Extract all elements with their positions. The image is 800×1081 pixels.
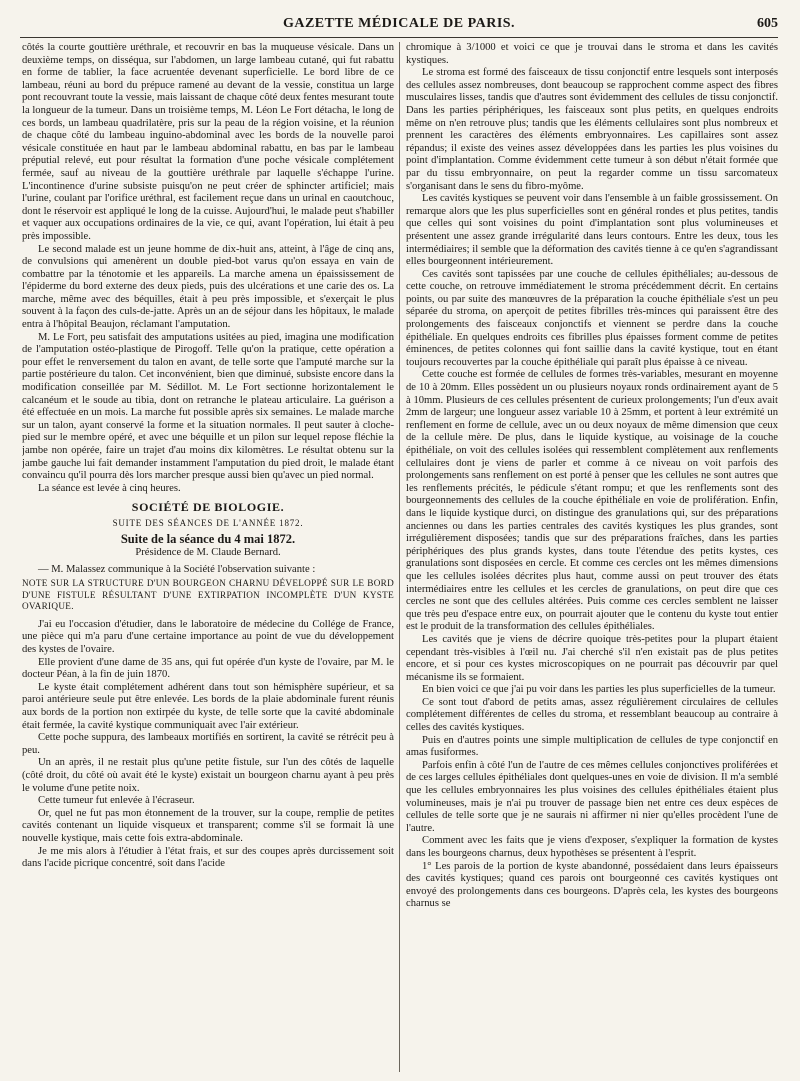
- left-column: [22, 42, 394, 1072]
- paragraph: Cette poche suppura, des lambeaux mortifiés en sortirent, la cavité se rétrécit peu à peu.: [22, 732, 394, 756]
- paragraph: Cette tumeur fut enlevée à l'écraseur.: [38, 795, 195, 807]
- paragraph: Je me mis alors à l'étudier à l'état frais, et sur des coupes après durcissement soit dans l'acide picrique concentré, soit dans l'acide: [22, 845, 394, 870]
- paragraph: Le stroma est formé des faisceaux de tissu conjonctif entre lesquels sont interposés des cellules assez nombreuses, dont beaucoup se rapprochent comme aspect des fibres musculaires lisses, tandis que d'autres sont évidemment des cellules de tissu conjonctif. Dans les parties périphériques, les faisceaux sont plus petits, en quelques endroits même on n'en retrouve plus; tandis que les éléments cellulaires sont plus nombreux et prennent les caractères des éléments embryonnaires. Les capillaires sont assez répandus; il existe des veines assez développées dans les parties les plus voisines du point d'implantation. Comme évidemment cette tumeur à son début n'était formée que par du tissu embryonnaire, on peut la regarder comme un tissu sarcomateux s'organisant dans le sens du fibro-myôme.: [406, 67, 778, 192]
- paragraph: Le kyste était complétement adhérent dans tout son hémisphère supérieur, et sa paroi antérieure seule put être enlevée. Les bords de la plaie abdominale furent réunis aux bords de la portion non extirpée du kyste, de telle sorte que la cavité abdominale était fermée, la cavité kystique communiquait avec l'air extérieur.: [22, 681, 394, 731]
- paragraph: 1° Les parois de la portion de kyste abandonné, possédaient dans leurs épaisseurs des cavités kystiques; quand ces parois ont bourgeonné ces cavités kystiques ont envoyé des prolongements dans ces bourgeons. D'après cela, les kystes des bourgeons charnus se: [406, 860, 778, 910]
- right-column: [406, 42, 778, 1072]
- paragraph: Ces cavités sont tapissées par une couche de cellules épithéliales; au-dessous de cette couche, on retrouve immédiatement le stroma précédemment décrit. En certains points, ou par suite des manœuvres de la préparation la couche épithéliale s'est un peu séparée du stroma, on aperçoit de petites fibrilles très-minces qui paraissent être des prolongements des faisceaux conjonctifs et viennent se perdre dans la couche épithéliale. En quelques endroits ces fibrilles plus épaisses forment comme de petites éminences, de petites colonnes qui font saillie dans la cavité kystique, tout en étant toujours recouvertes par la couche épithéliale qui paraît plus épaisse à ce niveau.: [406, 268, 778, 368]
- paragraph: chromique à 3/1000 et voici ce que je trouvai dans le stroma et dans les cavités kystiques.: [406, 42, 778, 66]
- paragraph: En bien voici ce que j'ai pu voir dans les parties les plus superficielles de la tumeur.: [422, 684, 776, 696]
- column-divider: [399, 42, 400, 1072]
- section-subtitle: SUITE DES SÉANCES DE L'ANNÉE 1872.: [112, 517, 304, 528]
- paragraph: Ce sont tout d'abord de petits amas, assez régulièrement circulaires de cellules complétement différentes de celles du stroma, et ressemblant beaucoup au contraire à celles des cavités kystiques.: [406, 696, 778, 734]
- paragraph: Le second malade est un jeune homme de dix-huit ans, atteint, à l'âge de cinq ans, de convulsions qui amenèrent un double pied-bot varus qu'on essaya en vain de combattre par la ténotomie et les appareils. La marche amena un épaississement de l'épiderme du bord externe des deux pieds, puis des ulcérations et une carie des os. La marche, même avec des béquilles, était à peu près impossible, et s'exerçait le plus souvent à la façon des culs-de-jatte. Après un an de séjour dans les hôpitaux, le malade entra à l'hôpital Beaujon, réclamant l'amputation.: [22, 243, 394, 331]
- paragraph: Elle provient d'une dame de 35 ans, qui fut opérée d'un kyste de l'ovaire, par M. le docteur Péan, à la fin de juin 1870.: [22, 656, 394, 681]
- page-number: 605: [757, 16, 778, 31]
- paragraph: J'ai eu l'occasion d'étudier, dans le laboratoire de médecine du Collége de France, une pièce qui m'a paru d'une certaine importance au point de vue du développement des kystes de l'ovaire.: [22, 618, 394, 656]
- section-title: SOCIÉTÉ DE BIOLOGIE.: [131, 500, 285, 515]
- running-header: [20, 16, 778, 38]
- paragraph: La séance est levée à cinq heures.: [38, 482, 181, 494]
- paragraph: Comment avec les faits que je viens d'exposer, s'expliquer la formation de kystes dans les bourgeons charnus, deux hypothèses se présentent à l'esprit.: [406, 835, 778, 859]
- paragraph: M. Le Fort, peu satisfait des amputations usitées au pied, imagina une modification de l'amputation ostéo-plastique de Pirogoff. Telle qu'on la pratique, cette opération a pour effet le renversement du talon en avant, de telle sorte que l'amputé marche sur la partie postérieure du talon. Cet inconvénient, bien que diminué, subsiste encore dans la modification conseillée par M. Sédillot. M. Le Fort sectionne horizontalement le calcanéum et le soude au tibia, dont on retranche le plateau articulaire. La guérison a été effectuée en un mois. La marche fut possible après six semaines. Le malade marche sur un talon, ayant conservé la forme et la situation normales. Il peut sauter à cloche-pied sur le membre opéré, et avec une béquille et un pilon sur lequel repose fléchie la jambe non opérée, faire un trajet d'au moins dix kilomètres. Le résultat obtenu sur la jambe gauche lui fait demander instamment l'amputation du pied droit, le malade étant convaincu qu'il pourra dès lors marcher presque aussi bien qu'avec un pied normal.: [22, 331, 394, 482]
- intro-line: — M. Malassez communique à la Société l'observation suivante :: [38, 563, 316, 575]
- paragraph: Cette couche est formée de cellules de formes très-variables, mesurant en moyenne de 10 à 20mm. Elles possèdent un ou plusieurs noyaux ronds ordinairement ayant de 5 à 10mm. Plusieurs de ces cellules présentent de curieux prolongements; l'un d'eux avait 2mm de largeur; une longueur assez variable 10 à 25mm, et portent à leur extrémité un renflement en forme de cellule, avec un ou deux noyaux de même dimension que ceux de la cellule mère. De plus, dans le liquide kystique, au voisinage de la couche épithéliale, on voit des cellules isolées qui ressemblent complètement aux renflements cellulaires dont je viens de parler et comme à ce niveau on voit parfois des prolongements sans renflement on est porté à penser que les cellules ne sont autres que les renflements précités, le pédicule s'étant rompu; et que les renflements sont des bourgeonnements des cellules de la couche épithéliale en voie de prolifération. Enfin, dans le liquide kystique durci, on distingue des granulations qui, sur des préparations anciennes ou dans les parties centrales des cavités kystiques les plus grandes, sont irrégulièrement disposées; tandis que sur des préparations fraîches, dans les parties périphériques des plus grands kystes, dans toute l'étendue des petits kystes, ces granulations sont disposées en cercle. Et comme ces cercles ont les mêmes dimensions que les cellules isolées décrites plus haut, comme aussi on peut trouver des états intermédiaires entre les cellules et les cercles de granulations, on peut dire que ces cercles ne sont que des cellules altérées. Puis comme ces cercles semblent ne laisser que très peu d'espace entre eux, on pourrait ajouter que le contenu du kyste tout entier est le produit de la transformation des cellules épithéliales.: [406, 369, 778, 633]
- paragraph: Un an après, il ne restait plus qu'une petite fistule, sur l'un des côtés de laquelle (côté droit, du côté où avait été le kyste) existait un bourgeon charnu ayant à peu près le volume d'une petite noix.: [22, 757, 394, 794]
- paragraph: Puis en d'autres points une simple multiplication de cellules de type conjonctif en amas fusiformes.: [406, 734, 778, 759]
- paragraph: Les cavités kystiques se peuvent voir dans l'ensemble à un faible grossissement. On remarque alors que les plus superficielles sont en général rondes et plus petites, tandis que celles qui sont voisines du point d'implantation sont plus volumineuses et présentent une assez grande irrégularité dans leurs contours. Entre les deux, tous les intermédiaires; il semble que la déformation des cavités tienne à ce qu'en s'agrandissant elles bourgeonnent intérieurement.: [406, 193, 778, 268]
- journal-title: GAZETTE MÉDICALE DE PARIS.: [282, 16, 516, 31]
- paragraph: Parfois enfin à côté l'un de l'autre de ces mêmes cellules conjonctives proliférées et de ces larges cellules épithéliales dont quelques-unes en voie de division. Il m'a semblé que les cellules embryonnaires les plus voisines des cellules épithéliales étaient plus volumineuses, mais je n'ai pu trouver de passage bien net entre ces deux espèces de cellules de telle sorte que je ne saurais ni affirmer ni nier qu'elles procèdent l'une de l'autre.: [406, 759, 778, 834]
- paragraph: Les cavités que je viens de décrire quoique très-petites pour la plupart étaient cependant très-visibles à l'œil nu. J'ai cherché s'il n'en existait pas de plus petites encore, et si pour ces kystes microscopiques on ne pourrait pas découvrir par quel mécanisme ils se formaient.: [406, 633, 778, 683]
- note-title: NOTE SUR LA STRUCTURE D'UN BOURGEON CHARNU DÉVELOPPÉ SUR LE BORD D'UNE FISTULE RÉSULTANT D'UNE EXTIRPATION INCOMPLÈTE D'UN KYSTE OVARIQUE.: [22, 578, 394, 612]
- paragraph: Or, quel ne fut pas mon étonnement de la trouver, sur la coupe, remplie de petites cavités contenant un liquide visqueux et transparent; comme s'il se formait là une nouvelle kystique, mais cette fois extra-abdominale.: [22, 807, 394, 844]
- session-heading: Suite de la séance du 4 mai 1872.: [120, 531, 296, 546]
- paragraph: côtés la courte gouttière uréthrale, et recouvrir en bas la muqueuse vésicale. Dans un deuxième temps, on disséqua, sur l'abdomen, un large lambeau cutané, qui fut rabattu en forme de tablier, la face acruentée devenant superficielle. Le bord libre de ce lambeau, réuni au bord du prépuce ramené au devant de la vessie, constitua un large pont recouvrant toute la vessie, mais laissant de chaque côté deux fentes mesurant toute la longueur de la tumeur. Dans un troisième temps, M. Léon Le Fort détacha, le long de ces bords, un lambeau quadrilatère, pris sur la peau de la région voisine, et la réunion de chaque côté du lambeau inguino-abdominal avec les bords de la nouvelle paroi vésicale constituée en haut par le lambeau abdominal rabattu, en bas par le lambeau préputial relevé, eut pour résultat la formation d'une poche vésicale complétement fermée, sauf au niveau de la gouttière uréthrale par laquelle s'échappe l'urine. L'incontinence d'urine subsiste puisqu'on ne peut créer de sphincter artificiel; mais l'urine, coulant par l'orifice uréthral, est facilement reçue dans un urinal en caoutchouc, dont le réservoir est appliqué le long de la cuisse. Aujourd'hui, le malade peut s'habiller et vaquer aux occupations ordinaires de la vie, ce qui, avant l'opération, lui était à peu près impossible.: [22, 42, 394, 242]
- presidency-line: Présidence de M. Claude Bernard.: [135, 547, 281, 559]
